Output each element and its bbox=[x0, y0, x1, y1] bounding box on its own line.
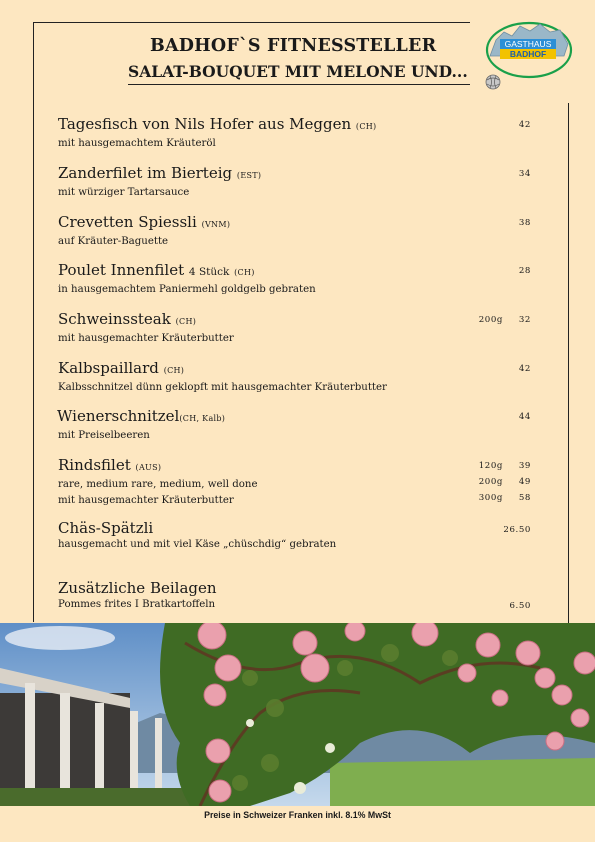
item-name: Schweinssteak bbox=[58, 310, 171, 328]
page-subtitle: SALAT-BOUQUET MIT MELONE UND... bbox=[128, 62, 468, 81]
item-description: in hausgemachtem Paniermehl goldgelb gebraten bbox=[58, 284, 316, 295]
item-origin: (CH) bbox=[163, 366, 185, 375]
item-weight: 200g bbox=[478, 315, 503, 325]
item-description: mit hausgemachter Kräuterbutter bbox=[58, 495, 234, 506]
item-origin: (EST) bbox=[236, 171, 262, 180]
item-origin: (VNM) bbox=[201, 220, 231, 229]
item-price: 58 bbox=[518, 493, 531, 503]
item-origin: (CH) bbox=[175, 317, 197, 326]
item-price: 49 bbox=[518, 477, 531, 487]
item-name: Zanderfilet im Bierteig bbox=[58, 164, 233, 182]
item-name: Crevetten Spiessli bbox=[58, 213, 197, 231]
item-description: auf Kräuter-Baguette bbox=[58, 236, 169, 247]
item-price: 34 bbox=[518, 169, 531, 179]
item-price: 32 bbox=[518, 315, 531, 325]
item-origin: (AUS) bbox=[135, 463, 162, 472]
menu-item bbox=[58, 579, 217, 613]
menu-item bbox=[58, 213, 230, 250]
item-name: Tagesfisch von Nils Hofer aus Meggen bbox=[58, 115, 352, 133]
menu-item bbox=[58, 456, 257, 509]
menu-item bbox=[58, 359, 387, 396]
item-name: Poulet Innenfilet bbox=[58, 261, 185, 279]
menu-item bbox=[58, 164, 261, 201]
item-price: 26.50 bbox=[503, 525, 531, 535]
item-description: mit hausgemachtem Kräuteröl bbox=[58, 138, 216, 149]
item-name: Chäs-Spätzli bbox=[58, 519, 154, 537]
item-price: 6.50 bbox=[509, 601, 531, 611]
item-description: Pommes frites I Bratkartoffeln bbox=[58, 599, 216, 610]
terrace-roses-photo bbox=[0, 623, 595, 806]
item-price: 42 bbox=[518, 364, 531, 374]
item-description: rare, medium rare, medium, well done bbox=[58, 479, 258, 490]
item-description: mit hausgemachter Kräuterbutter bbox=[58, 333, 234, 344]
item-description: hausgemacht und mit viel Käse „chüschdig“ gebraten bbox=[58, 539, 337, 550]
menu-item bbox=[58, 310, 234, 347]
item-price: 42 bbox=[518, 120, 531, 130]
item-price: 39 bbox=[518, 461, 531, 471]
item-price: 38 bbox=[518, 218, 531, 228]
page-title: BADHOF`S FITNESSTELLER bbox=[150, 36, 437, 56]
menu-item bbox=[58, 115, 376, 152]
item-origin: (CH, Kalb) bbox=[179, 414, 226, 423]
frame-line-top bbox=[33, 22, 470, 23]
logo-text-gasthaus: GASTHAUS bbox=[504, 39, 552, 49]
item-weight: 200g bbox=[478, 477, 503, 487]
item-description: mit würziger Tartarsauce bbox=[58, 187, 190, 198]
item-name: Wienerschnitzel bbox=[57, 407, 180, 425]
gasthaus-badhof-logo bbox=[482, 14, 574, 90]
item-name: Zusätzliche Beilagen bbox=[58, 579, 217, 597]
item-name: Kalbspaillard bbox=[58, 359, 159, 377]
menu-item bbox=[57, 407, 225, 444]
item-weight: 120g bbox=[478, 461, 503, 471]
title-underline bbox=[128, 84, 470, 85]
logo-text-badhof: BADHOF bbox=[509, 49, 547, 59]
frame-line-left bbox=[33, 22, 34, 622]
item-origin: (CH) bbox=[234, 268, 255, 277]
item-origin: (CH) bbox=[355, 122, 377, 131]
item-quantity: 4 Stück bbox=[188, 266, 230, 278]
item-weight: 300g bbox=[478, 493, 503, 503]
menu-item bbox=[58, 261, 316, 298]
item-price: 28 bbox=[518, 266, 531, 276]
frame-line-right bbox=[568, 103, 569, 623]
item-price: 44 bbox=[518, 412, 531, 422]
item-description: mit Preiselbeeren bbox=[58, 430, 150, 441]
item-name: Rindsfilet bbox=[58, 456, 131, 474]
price-footnote: Preise in Schweizer Franken inkl. 8.1% MwSt bbox=[204, 810, 391, 820]
menu-item bbox=[58, 519, 336, 553]
item-description: Kalbsschnitzel dünn geklopft mit hausgemachter Kräuterbutter bbox=[58, 382, 387, 393]
